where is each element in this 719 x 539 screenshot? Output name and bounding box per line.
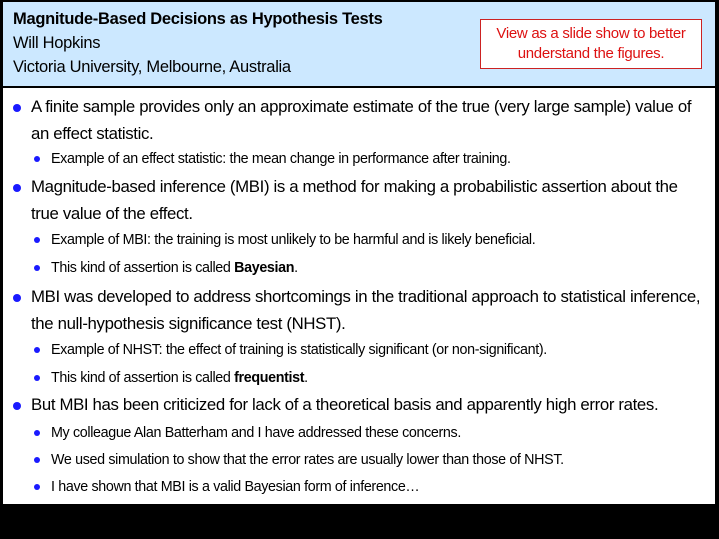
- bullet-text-bold: Bayesian: [234, 260, 295, 276]
- bullet-icon: [13, 402, 21, 410]
- bullet-text: Example of NHST: the effect of training is statistically significant (or non-significant).: [51, 342, 547, 358]
- list-item: [51, 146, 711, 172]
- list-item: [51, 474, 711, 500]
- bullet-icon: [34, 156, 40, 162]
- slide: [3, 2, 715, 504]
- bullet-text: My colleague Alan Batterham and I have addressed these concerns.: [51, 425, 461, 441]
- list-item: [51, 227, 711, 253]
- bullet-text: Example of an effect statistic: the mean change in performance after training.: [51, 151, 511, 167]
- list-item: [31, 392, 707, 419]
- bullet-text: MBI was developed to address shortcomings in the traditional approach to statistical inference, the null-hypothesis significance test (NHST).: [31, 287, 701, 333]
- bullet-icon: [34, 430, 40, 436]
- bullet-text: But MBI has been criticized for lack of a theoretical basis and apparently high error rates.: [31, 395, 659, 414]
- list-item: [51, 447, 711, 473]
- bullet-icon: [34, 237, 40, 243]
- author-name: Will Hopkins: [13, 34, 101, 52]
- list-item: [31, 284, 707, 337]
- list-item: [51, 337, 711, 363]
- author-affiliation: Victoria University, Melbourne, Australia: [13, 58, 291, 76]
- bullet-icon: [34, 484, 40, 490]
- bullet-icon: [13, 184, 21, 192]
- bullet-text: I have shown that MBI is a valid Bayesian form of inference…: [51, 479, 420, 495]
- list-item: [31, 174, 707, 227]
- slide-header: [3, 2, 715, 88]
- list-item: [51, 365, 711, 391]
- slideshow-note: View as a slide show to better understand the figures.: [480, 19, 702, 69]
- bullet-text-prefix: This kind of assertion is called: [51, 260, 235, 276]
- bullet-icon: [34, 457, 40, 463]
- list-item: [51, 255, 711, 281]
- bullet-icon: [13, 104, 21, 112]
- bullet-text-bold: frequentist: [234, 370, 305, 386]
- bullet-icon: [13, 294, 21, 302]
- bullet-text-suffix: .: [304, 370, 308, 386]
- bullet-text-suffix: .: [294, 260, 298, 276]
- bullet-text: Example of MBI: the training is most unlikely to be harmful and is likely beneficial.: [51, 232, 536, 248]
- slide-title: Magnitude-Based Decisions as Hypothesis Tests: [13, 10, 383, 28]
- bullet-text-prefix: This kind of assertion is called: [51, 370, 235, 386]
- list-item: [51, 420, 711, 446]
- bullet-text: A finite sample provides only an approximate estimate of the true (very large sample) value of an effect statistic.: [31, 97, 692, 143]
- bullet-icon: [34, 375, 40, 381]
- bullet-icon: [34, 265, 40, 271]
- bullet-text: Magnitude-based inference (MBI) is a method for making a probabilistic assertion about the true value of the effect.: [31, 177, 678, 223]
- bullet-icon: [34, 347, 40, 353]
- list-item: [31, 94, 707, 147]
- bullet-text: We used simulation to show that the error rates are usually lower than those of NHST.: [51, 452, 564, 468]
